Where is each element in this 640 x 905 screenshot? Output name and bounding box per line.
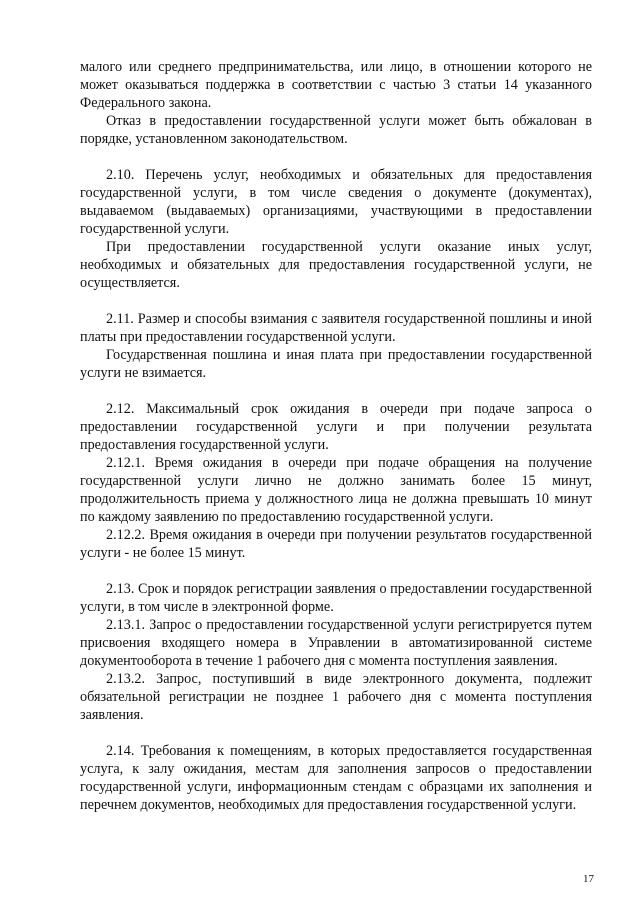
section-2-12-heading: 2.12. Максимальный срок ожидания в очереди при подаче запроса о предоставлении государственной услуги и при получении результата предоставления государственной услуги. bbox=[80, 401, 592, 453]
paragraph-appeal: Отказ в предоставлении государственной услуги может быть обжалован в порядке, установленном законодательством. bbox=[80, 113, 592, 147]
section-2-11-heading: 2.11. Размер и способы взимания с заявителя государственной пошлины и иной платы при предоставлении государственной услуги. bbox=[80, 311, 592, 345]
section-2-13-2: 2.13.2. Запрос, поступивший в виде электронного документа, подлежит обязательной регистрации не позднее 1 рабочего дня с момента поступления заявления. bbox=[80, 671, 592, 723]
paragraph-continuation: малого или среднего предпринимательства, или лицо, в отношении которого не может оказываться поддержка в соответствии с частью 3 статьи 14 указанного Федерального закона. bbox=[80, 59, 592, 111]
section-2-12-1: 2.12.1. Время ожидания в очереди при подаче обращения на получение государственной услуги лично не должно занимать более 15 минут, продолжительность приема у должностного лица не должна превышать 10 минут по каждому заявлению по предоставлению государственной услуги. bbox=[80, 455, 592, 525]
section-2-10-heading: 2.10. Перечень услуг, необходимых и обязательных для предоставления государственной услуги, в том числе сведения о документе (документах), выдаваемом (выдаваемых) организациями, участвующими в предоставлении государственной услуги. bbox=[80, 167, 592, 237]
section-2-12-2: 2.12.2. Время ожидания в очереди при получении результатов государственной услуги - не более 15 минут. bbox=[80, 527, 592, 561]
section-2-11-body: Государственная пошлина и иная плата при предоставлении государственной услуги не взимается. bbox=[80, 347, 592, 381]
page-number: 17 bbox=[583, 873, 594, 885]
section-2-13-1: 2.13.1. Запрос о предоставлении государственной услуги регистрируется путем присвоения входящего номера в Управлении в автоматизированной системе документооборота в течение 1 рабочего дня с момента поступления заявления. bbox=[80, 617, 592, 669]
page-body bbox=[80, 58, 592, 814]
section-2-13-heading: 2.13. Срок и порядок регистрации заявления о предоставлении государственной услуги, в том числе в электронной форме. bbox=[80, 581, 592, 615]
section-2-10-body: При предоставлении государственной услуги оказание иных услуг, необходимых и обязательных для предоставления государственной услуги, не осуществляется. bbox=[80, 239, 592, 291]
section-2-14-heading: 2.14. Требования к помещениям, в которых предоставляется государственная услуга, к залу ожидания, местам для заполнения запросов о предоставлении государственной услуги, информационным стендам с образцами их заполнения и перечнем документов, необходимых для предоставления государственной услуги. bbox=[80, 743, 592, 813]
